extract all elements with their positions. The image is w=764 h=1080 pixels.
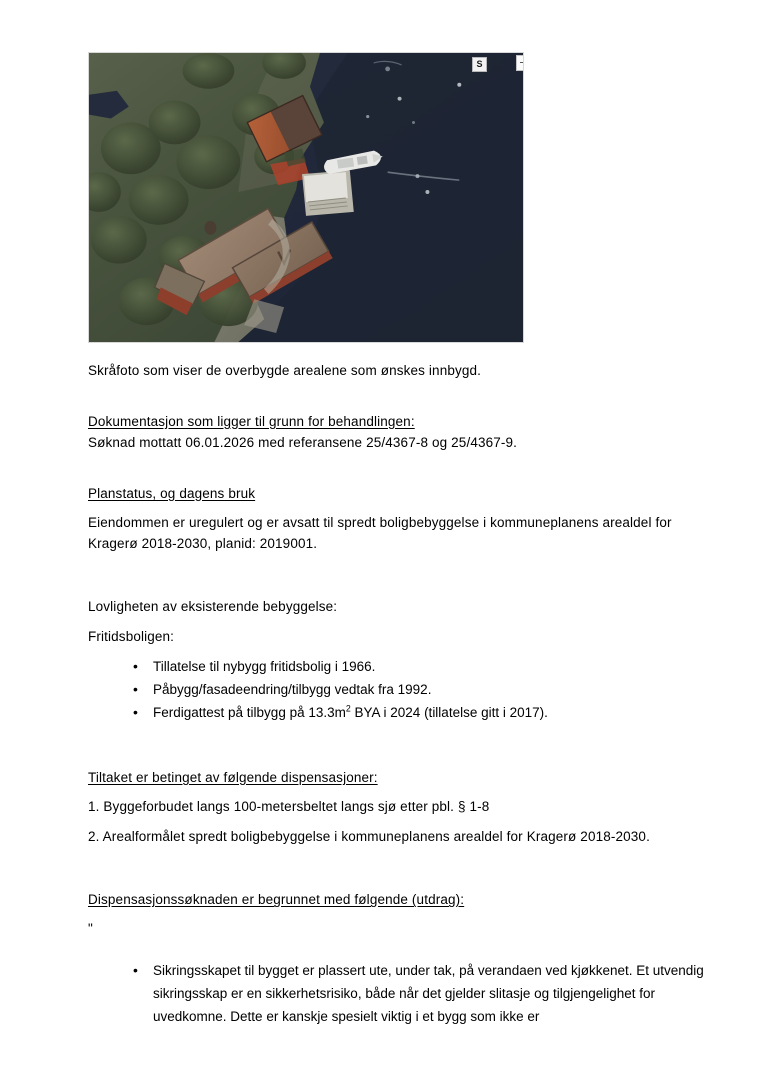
spacer bbox=[88, 454, 704, 484]
spacer bbox=[88, 911, 704, 920]
aerial-photo-figure bbox=[88, 52, 524, 343]
spacer bbox=[88, 847, 704, 877]
figure-caption: Skråfoto som viser de overbygde arealene som ønskes innbygd. bbox=[88, 363, 482, 378]
superscript-square-unit: 2 bbox=[345, 703, 351, 714]
spacer bbox=[88, 877, 704, 890]
paragraph-lovlighet-intro: Lovligheten av eksisterende bebyggelse: bbox=[88, 599, 338, 615]
spacer bbox=[88, 725, 704, 755]
list-item bbox=[133, 656, 704, 678]
aerial-photo-image bbox=[89, 53, 523, 342]
heading-planstatus: Planstatus, og dagens bruk bbox=[88, 485, 256, 501]
spacer bbox=[88, 939, 704, 959]
list-item-text: Tillatelse til nybygg fritidsbolig i 1966. bbox=[153, 659, 376, 675]
heading-begrunnelse: Dispensasjonssøknaden er begrunnet med følgende (utdrag): bbox=[88, 892, 465, 908]
list-item bbox=[133, 702, 704, 724]
heading-dispensasjoner: Tiltaket er betinget av følgende dispensasjoner: bbox=[88, 769, 378, 785]
document-content bbox=[88, 52, 704, 1029]
list-item bbox=[133, 679, 704, 701]
spacer bbox=[88, 584, 704, 597]
spacer bbox=[88, 554, 704, 584]
list-item-text: Ferdigattest på tilbygg på 13.3m bbox=[153, 704, 346, 720]
list-item-text: Sikringsskapet til bygget er plassert ute, under tak, på verandaen ved kjøkkenet. Et utvendig sikringsskap er en sikkerhetsrisiko, både når det gjelder slitasje og tilgjengelighet for uvedkomne. Dette er kanskje spesielt viktig i et bygg som ikke er bbox=[153, 962, 704, 1025]
spacer bbox=[88, 755, 704, 768]
bullet-list-lovlighet bbox=[88, 656, 704, 724]
map-scale-badge: S bbox=[472, 57, 487, 72]
list-item-text-tail: BYA i 2024 (tillatelse gitt i 2017). bbox=[350, 704, 548, 720]
paragraph-fritidsboligen: Fritidsboligen: bbox=[88, 628, 175, 644]
spacer bbox=[88, 382, 704, 412]
list-item-text: Påbygg/fasadeendring/tilbygg vedtak fra 1992. bbox=[153, 681, 432, 697]
list-item bbox=[133, 959, 704, 1029]
quotation-mark: " bbox=[88, 920, 93, 936]
spacer bbox=[88, 788, 704, 797]
paragraph-dokumentasjon: Søknad mottatt 06.01.2026 med referansene 25/4367-8 og 25/4367-9. bbox=[88, 435, 518, 451]
paragraph-planstatus: Eiendommen er uregulert og er avsatt til spredt boligbebyggelse i kommuneplanens arealdel for Kragerø 2018-2030, planid: 2019001. bbox=[88, 515, 672, 551]
dispensasjon-item-2: 2. Arealformålet spredt boligbebyggelse i kommuneplanens arealdel for Kragerø 2018-2030. bbox=[88, 828, 650, 844]
spacer bbox=[88, 818, 704, 827]
spacer bbox=[88, 504, 704, 513]
spacer bbox=[88, 618, 704, 627]
dispensasjon-item-1: 1. Byggeforbudet langs 100-metersbeltet langs sjø etter pbl. § 1-8 bbox=[88, 799, 490, 815]
heading-dokumentasjon: Dokumentasjon som ligger til grunn for behandlingen: bbox=[88, 413, 415, 429]
bullet-list-begrunnelse bbox=[88, 959, 704, 1029]
spacer bbox=[88, 647, 704, 656]
